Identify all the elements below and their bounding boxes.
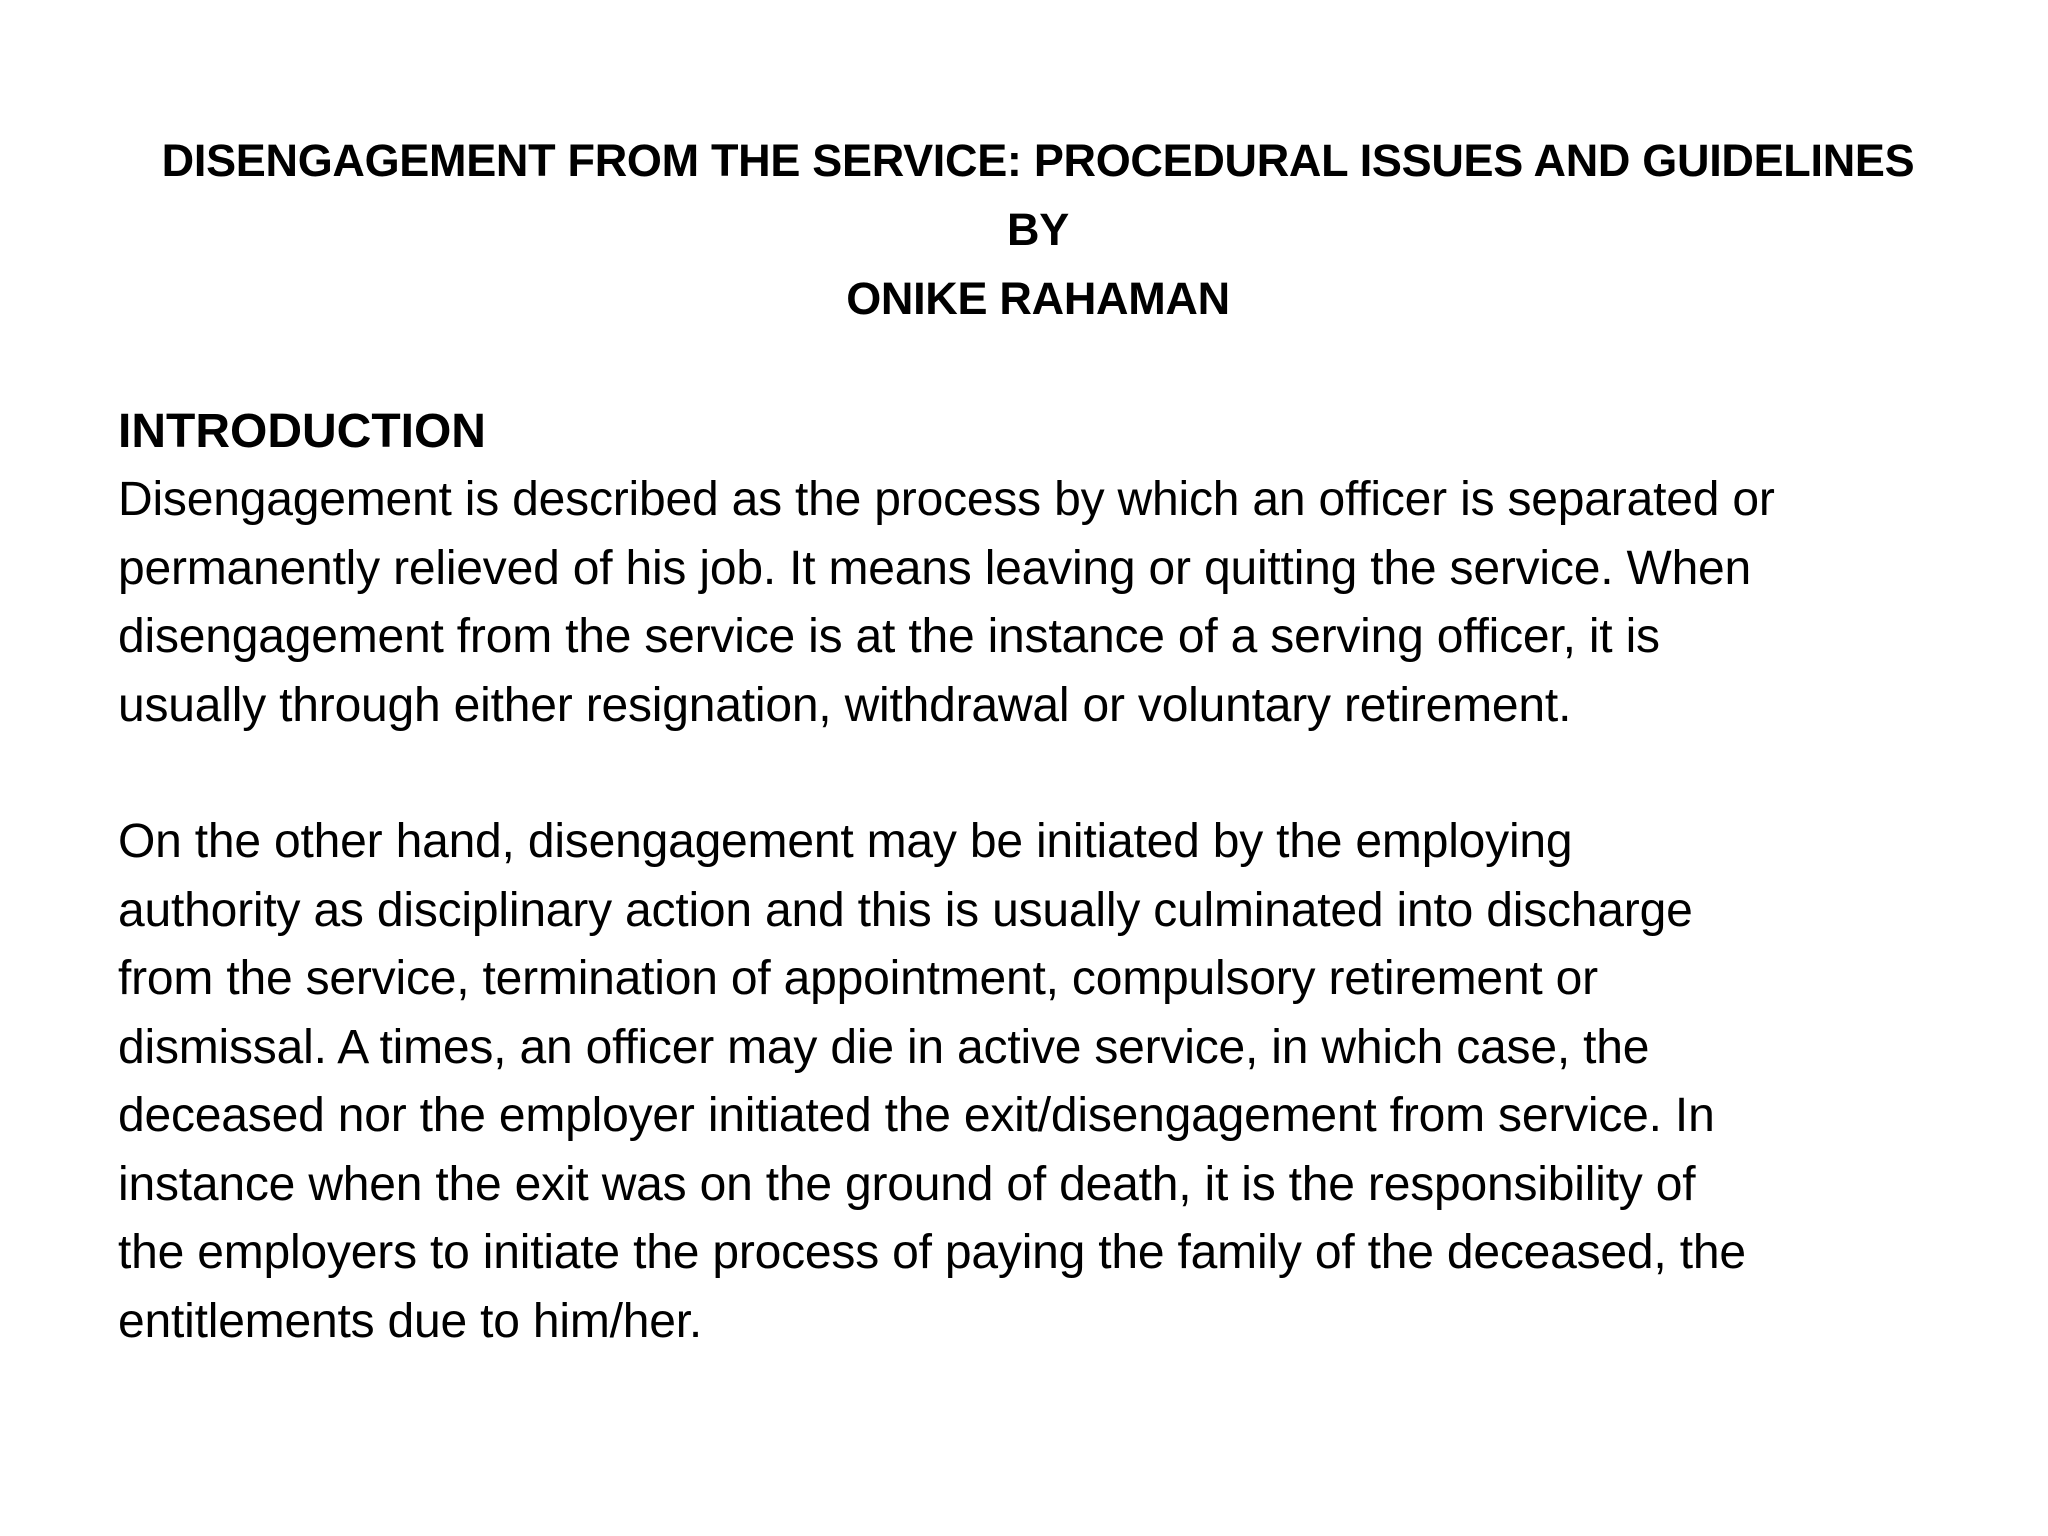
paragraph-1-line: disengagement from the service is at the instance of a serving officer, it is <box>118 610 1660 663</box>
paragraph-2-line: dismissal. A times, an officer may die in active service, in which case, the <box>118 1020 1650 1074</box>
paragraph-2-line: the employers to initiate the process of paying the family of the deceased, the <box>118 1226 1746 1279</box>
paragraph-1-line: usually through either resignation, withdrawal or voluntary retirement. <box>118 678 1572 732</box>
paragraph-2-line: deceased nor the employer initiated the exit/disengagement from service. In <box>118 1089 1715 1142</box>
paragraph-2-line: authority as disciplinary action and this is usually culminated into discharge <box>118 883 1693 937</box>
section-heading-introduction: INTRODUCTION <box>118 405 486 458</box>
paragraph-1-line: Disengagement is described as the process by which an officer is separated or <box>118 473 1775 526</box>
paragraph-2 <box>118 808 1978 1356</box>
title-author-line: ONIKE RAHAMAN <box>846 273 1230 324</box>
document-title <box>118 126 1958 333</box>
paragraph-1 <box>118 466 1978 740</box>
title-by-line: BY <box>1007 204 1069 255</box>
paragraph-1-line: permanently relieved of his job. It means leaving or quitting the service. When <box>118 541 1752 595</box>
paragraph-2-line: entitlements due to him/her. <box>118 1294 703 1348</box>
paragraph-2-line: from the service, termination of appointment, compulsory retirement or <box>118 952 1598 1005</box>
title-main-line: DISENGAGEMENT FROM THE SERVICE: PROCEDURAL ISSUES AND GUIDELINES <box>161 135 1915 186</box>
paragraph-2-line: instance when the exit was on the ground of death, it is the responsibility of <box>118 1157 1696 1211</box>
paragraph-2-line: On the other hand, disengagement may be initiated by the employing <box>118 815 1573 868</box>
